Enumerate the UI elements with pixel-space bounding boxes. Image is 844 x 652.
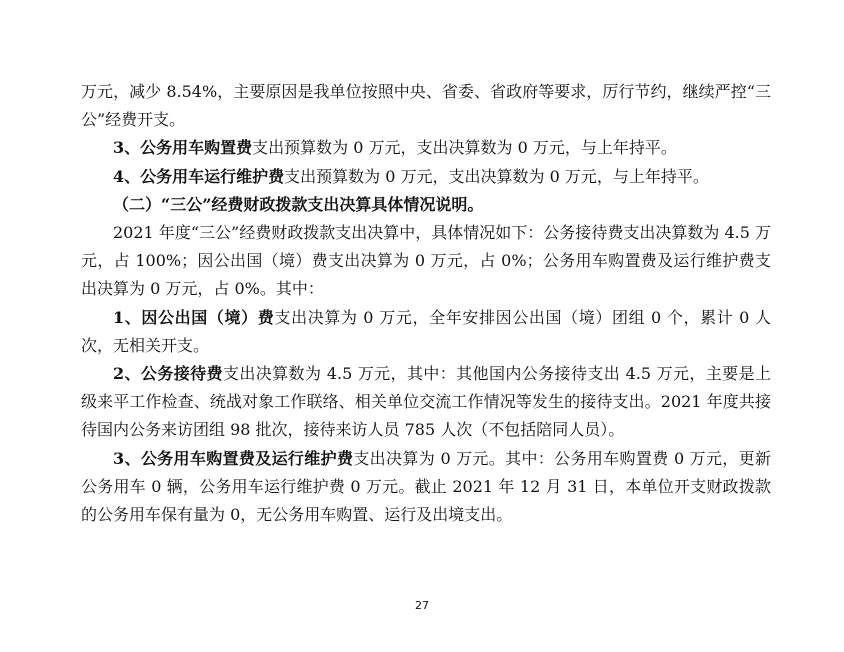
detail-3-title: 3、公务用车购置费及运行维护费 <box>113 448 354 468</box>
detail-1-paragraph <box>81 304 771 360</box>
detail-3-text: 支出决算为 0 万元。其中：公务用车购置费 0 万元，更新公务用车 0 辆，公务用车运行维护费 0 万元。截止 2021 年 12 月 31 日，本单位开支财政拨款的公务用车保有量为 0，无公务用车购置、运行及出境支出。 <box>81 448 771 525</box>
summary-paragraph: 2021 年度“三公”经费财政拨款支出决算中，具体情况如下：公务接待费支出决算数为 4.5 万元，占 100%；因公出国（境）费支出决算为 0 万元，占 0%；公务用车购置费及运行维护费支出决算为 0 万元，占 0%。其中： <box>81 223 771 299</box>
body-text <box>81 78 771 529</box>
detail-1-text: 支出决算为 0 万元，全年安排因公出国（境）团组 0 个，累计 0 人次，无相关开支。 <box>81 307 771 355</box>
page-number: 27 <box>415 599 429 612</box>
item-4-paragraph <box>81 163 771 191</box>
detail-3-paragraph <box>81 445 771 530</box>
detail-2-title: 2、公务接待费 <box>113 364 223 384</box>
detail-2-text: 支出决算数为 4.5 万元，其中：其他国内公务接待支出 4.5 万元，主要是上级来平工作检查、统战对象工作联络、相关单位交流工作情况等发生的接待支出。2021 年度共接待国内公务来访团组 98 批次，接待来访人员 785 人次（不包括陪同人员）。 <box>81 364 771 440</box>
item-3-paragraph <box>81 134 771 162</box>
item-3-title: 3、公务用车购置费 <box>113 138 253 158</box>
detail-2-paragraph <box>81 360 771 445</box>
paragraph-continuation: 万元，减少 8.54%，主要原因是我单位按照中央、省委、省政府等要求，厉行节约，继续严控“三公”经费开支。 <box>81 82 771 130</box>
detail-1-title: 1、因公出国（境）费 <box>113 307 275 327</box>
item-4-text: 支出预算数为 0 万元，支出决算数为 0 万元，与上年持平。 <box>284 166 709 186</box>
section-heading: （二）“三公”经费财政拨款支出决算具体情况说明。 <box>113 194 484 214</box>
item-3-text: 支出预算数为 0 万元，支出决算数为 0 万元，与上年持平。 <box>252 138 677 158</box>
item-4-title: 4、公务用车运行维护费 <box>113 166 285 186</box>
